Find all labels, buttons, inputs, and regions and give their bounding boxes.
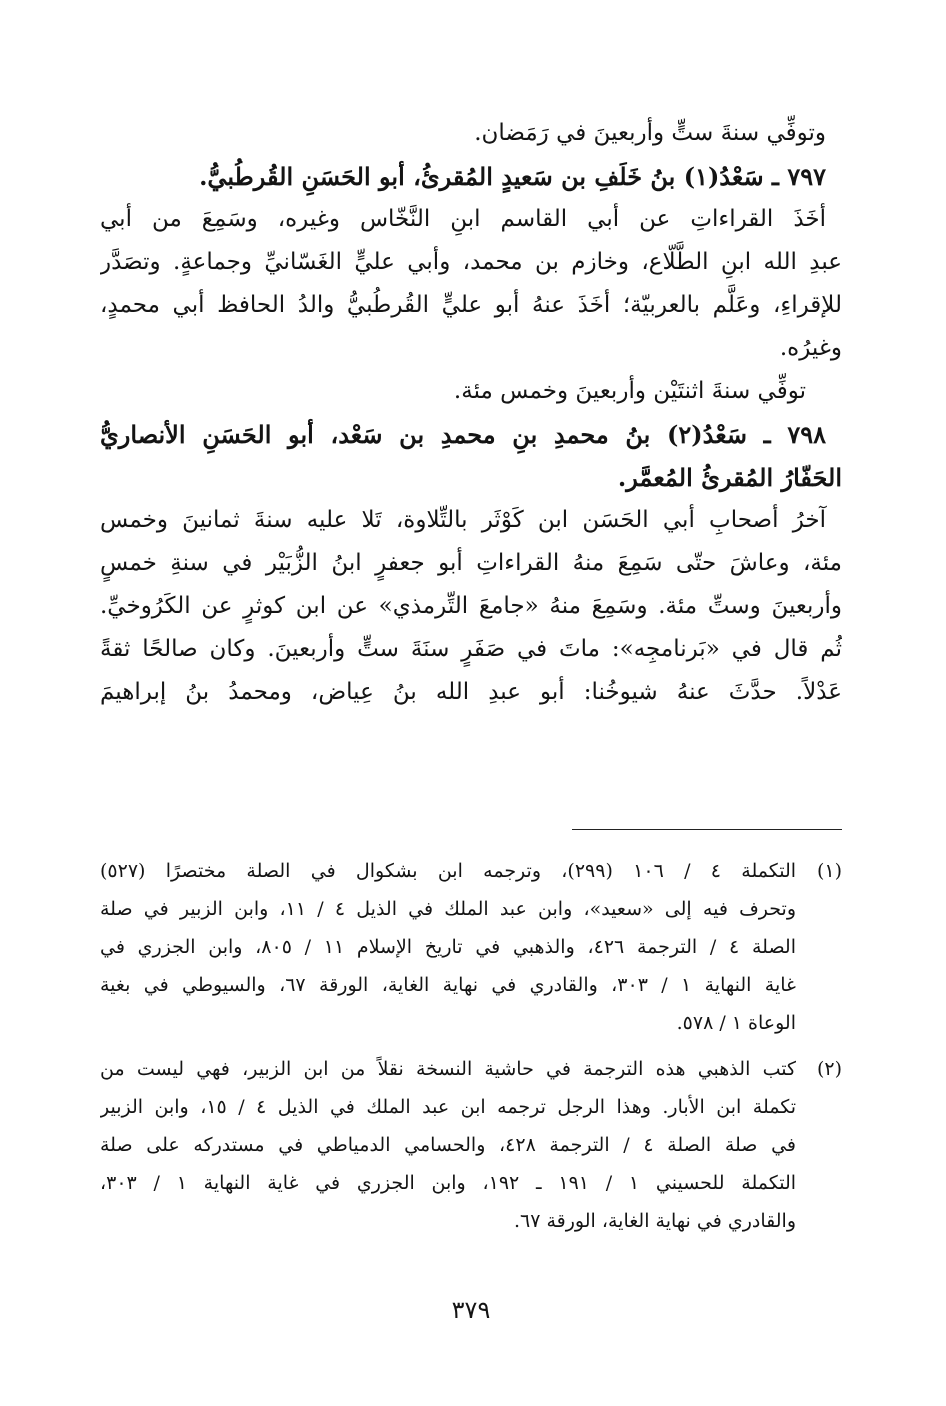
text-line: وأربعينَ وستِّ مئة. وسَمِعَ منهُ «جامعَ التِّرمذي» عن ابن كوثرٍ عن الكَرُوخيِّ. — [100, 593, 842, 619]
text-line: مئة، وعاشَ حتّى سَمِعَ منهُ القراءاتِ أبو جعفرٍ ابنُ الزُّبَيْر في سنةِ خمسٍ — [100, 550, 842, 576]
footnote-line: في صلة الصلة ٤ / الترجمة ٤٢٨، والحسامي الدمياطي في مستدركه على صلة — [100, 1134, 796, 1156]
main-text — [100, 112, 842, 714]
page-number: ٣٧٩ — [451, 1296, 491, 1324]
text-line: عبدِ الله ابنِ الطَّلّاع، وخازم بن محمد، وأبي عليٍّ الغَسّانيِّ وجماعةٍ. وتصَدَّر — [100, 249, 842, 275]
text-line: آخرُ أصحابِ أبي الحَسَن ابن كَوْثَر بالتِّلاوة، تَلا عليه سنةَ ثمانينَ وخمس — [100, 507, 826, 533]
entry-heading-797: ٧٩٧ ـ سَعْدُ(١) بنُ خَلَفِ بن سَعيدٍ المُقرئُ، أبو الحَسَنِ القُرطُبيُّ. — [199, 162, 826, 191]
footnote-1 — [100, 852, 842, 1042]
footnote-line: التكملة للحسيني ١ / ١٩١ ـ ١٩٢، وابن الجزري في غاية النهاية ١ / ٣٠٣، — [100, 1172, 796, 1194]
footnote-line: الصلة ٤ / الترجمة ٤٢٦، والذهبي في تاريخ الإسلام ١١ / ٨٠٥، وابن الجزري في — [100, 936, 796, 958]
footnote-2 — [100, 1050, 842, 1240]
footnote-line: وتحرف فيه إلى «سعيد»، وابن عبد الملك في الذيل ٤ / ١١، وابن الزبير في صلة — [100, 898, 796, 920]
text-line: عَدْلاً. حدَّثَ عنهُ شيوخُنا: أبو عبدِ الله بنُ عِياض، ومحمدُ بنُ إبراهيمَ — [100, 679, 842, 705]
text-line: وتوفِّي سنةَ ستٍّ وأربعينَ في رَمَضان. — [474, 120, 826, 146]
text-line: ثُم قال في «بَرنامجِه»: ماتَ في صَفَرٍ سنَةَ ستٍّ وأربعينَ. وكان صالحًا ثقةً — [100, 636, 842, 662]
text-line: أخَذَ القراءاتِ عن أبي القاسم ابنِ النَّخّاس وغيره، وسَمِعَ من أبي — [100, 206, 826, 232]
footnote-number: (٢) — [816, 1058, 842, 1080]
footnote-line: الوعاة ١ / ٥٧٨. — [676, 1012, 796, 1034]
footnote-line: والقادري في نهاية الغاية، الورقة ٦٧. — [513, 1210, 796, 1232]
text-line: وغيرُه. — [779, 335, 842, 361]
text-line: للإقراءِ، وعَلَّم بالعربيّة؛ أخَذَ عنهُ أبو عليٍّ القُرطُبيُّ والدُ الحافظ أبي محمدٍ، — [100, 292, 842, 318]
entry-heading-798-continued: الحَفّارُ المُقرئُ المُعمَّر. — [617, 463, 842, 492]
footnotes — [100, 852, 842, 1248]
footnote-line: كتب الذهبي هذه الترجمة في حاشية النسخة نقلاً من ابن الزبير، فهي ليست من — [100, 1058, 796, 1080]
footnote-number: (١) — [816, 860, 842, 882]
text-line: توفِّي سنةَ اثنتَيْن وأربعينَ وخمس مئة. — [453, 378, 806, 404]
footnote-line: التكملة ٤ / ١٠٦ (٢٩٩)، وترجمه ابن بشكوال في الصلة مختصرًا (٥٢٧) — [100, 860, 796, 882]
book-page — [100, 0, 842, 1406]
footnote-line: تكملة ابن الأبار. وهذا الرجل ترجمه ابن عبد الملك في الذيل ٤ / ١٥، وابن الزبير — [100, 1096, 796, 1118]
footnote-divider — [572, 829, 842, 830]
footnote-line: غاية النهاية ١ / ٣٠٣، والقادري في نهاية الغاية، الورقة ٦٧، والسيوطي في بغية — [100, 974, 796, 996]
entry-heading-798: ٧٩٨ ـ سَعْدُ(٢) بنُ محمدِ بنِ محمدِ بن سَعْد، أبو الحَسَنِ الأنصاريُّ — [100, 420, 826, 449]
